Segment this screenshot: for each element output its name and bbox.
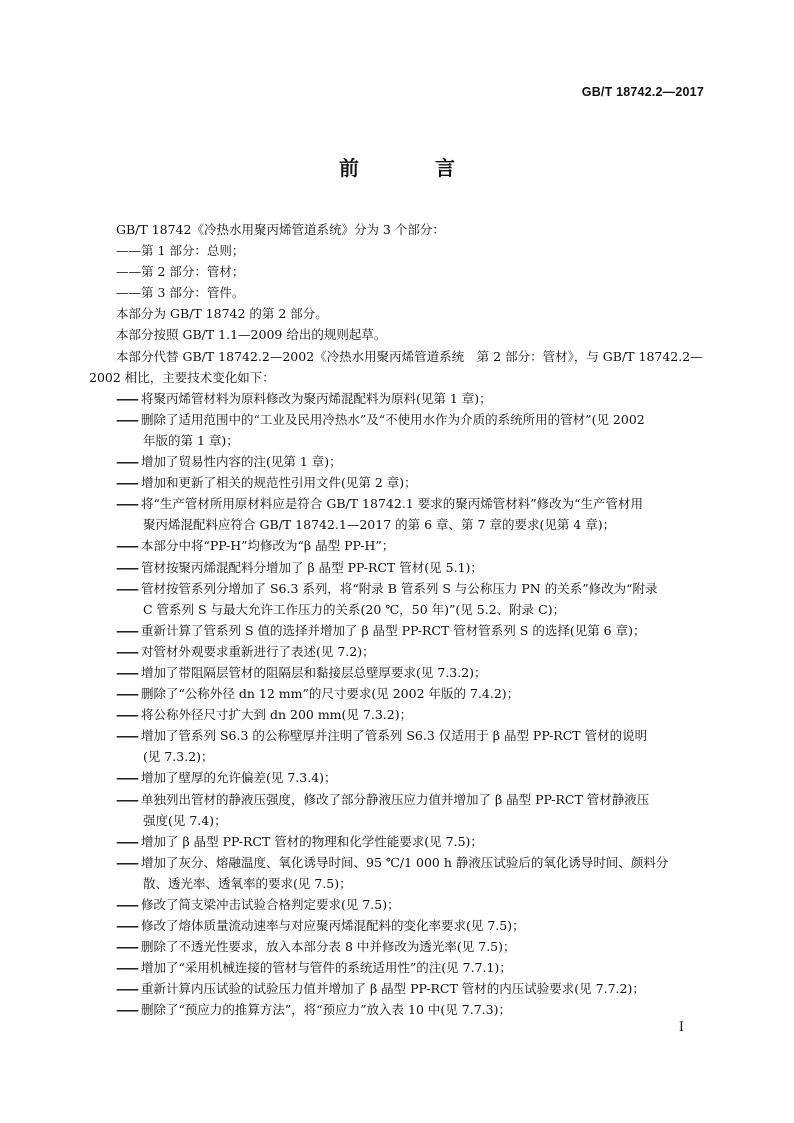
- list-item: [116, 831, 706, 852]
- list-item-continuation: 强度(见 7.4)；: [143, 812, 227, 828]
- paragraph: 本部分为 GB/T 18742 的第 2 部分。: [116, 306, 328, 322]
- paragraph: 2002 相比，主要技术变化如下：: [89, 369, 275, 385]
- list-item-text: 重新计算内压试验的试验压力值并增加了 β 晶型 PP-RCT 管材的内压试验要求(见 7.7.2)；: [141, 981, 645, 997]
- list-item-continuation: 年版的第 1 章)；: [143, 432, 239, 448]
- dash-marker: ——: [116, 897, 137, 912]
- list-item-text: 增加了“采用机械连接的管材与管件的系统适用性”的注(见 7.7.1)；: [141, 960, 512, 976]
- paragraph: ——第 2 部分：管材；: [116, 264, 245, 280]
- list-item-continuation: C 管系列 S 与最大允许工作压力的关系(20 ℃，50 年)”(见 5.2、附录 C)；: [143, 601, 566, 617]
- list-item: [116, 620, 706, 641]
- list-item-continuation: 散、透光率、透氧率的要求(见 7.5)；: [143, 875, 352, 891]
- list-item-text: 增加了带阻隔层管材的阻隔层和黏接层总壁厚要求(见 7.3.2)；: [141, 664, 487, 680]
- page-title: 前 言: [339, 156, 483, 180]
- dash-marker: ——: [116, 939, 137, 955]
- list-item: [116, 999, 706, 1020]
- dash-marker: ——: [116, 643, 137, 659]
- dash-marker: ——: [116, 390, 137, 406]
- dash-marker: ——: [116, 833, 137, 849]
- list-item: [116, 578, 706, 599]
- list-item: [116, 957, 706, 978]
- list-item-text: 将公称外径尺寸扩大到 dn 200 mm(见 7.3.2)；: [141, 707, 413, 723]
- dash-marker: ——: [116, 728, 137, 744]
- list-item-text: 增加了 β 晶型 PP-RCT 管材的物理和化学性能要求(见 7.5)；: [141, 833, 483, 849]
- list-item: [116, 493, 706, 514]
- list-item-text: 增加了灰分、熔融温度、氧化诱导时间、95 ℃/1 000 h 静液压试验后的氧化诱导时间、颜料分: [141, 854, 669, 870]
- dash-marker: ——: [116, 664, 137, 680]
- list-item-text: 删除了适用范围中的“工业及民用冷热水”及“不使用水作为介质的系统所用的管材”(见 2002: [141, 411, 645, 427]
- list-item-text: 将聚丙烯管材料为原料修改为聚丙烯混配料为原料(见第 1 章)；: [141, 390, 492, 406]
- list-item-text: 本部分中将“PP-H”均修改为“β 晶型 PP-H”；: [141, 538, 395, 554]
- list-item: [116, 725, 706, 746]
- list-item: [116, 978, 706, 999]
- dash-marker: ——: [116, 791, 137, 807]
- list-item: [116, 451, 706, 472]
- list-item-text: 管材按管系列分增加了 S6.3 系列，将“附录 B 管系列 S 与公称压力 PN 的关系”修改为“附录: [141, 580, 658, 596]
- list-item-text: 删除了“预应力的推算方法”，将“预应力”放入表 10 中(见 7.7.3)；: [141, 1002, 511, 1018]
- list-item-text: 单独列出管材的静液压强度，修改了部分静液压应力值并增加了 β 晶型 PP-RCT 管材静液压: [141, 791, 650, 807]
- list-item: [116, 409, 706, 430]
- list-item-text: 将“生产管材所用原材料应是符合 GB/T 18742.1 要求的聚丙烯管材料”修改为“生产管材用: [141, 496, 644, 512]
- paragraph: 本部分按照 GB/T 1.1—2009 给出的规则起草。: [116, 327, 387, 343]
- dash-marker: ——: [116, 981, 137, 997]
- list-item: [116, 662, 706, 683]
- list-item: [116, 789, 706, 810]
- document-body: [89, 219, 706, 1021]
- dash-marker: ——: [116, 622, 137, 638]
- page-number: I: [678, 1020, 684, 1035]
- list-item: [116, 388, 706, 409]
- list-item-text: 修改了简支梁冲击试验合格判定要求(见 7.5)；: [141, 897, 400, 912]
- list-item-text: 删除了“公称外径 dn 12 mm”的尺寸要求(见 2002 年版的 7.4.2)；: [141, 686, 520, 702]
- list-item-text: 增加了贸易性内容的注(见第 1 章)；: [141, 454, 342, 470]
- dash-marker: ——: [116, 454, 137, 470]
- list-item: [116, 641, 706, 662]
- list-item: [116, 852, 706, 873]
- dash-marker: ——: [116, 559, 137, 575]
- dash-marker: ——: [116, 1002, 137, 1018]
- dash-marker: ——: [116, 686, 137, 702]
- list-item: [116, 683, 706, 704]
- dash-marker: ——: [116, 411, 137, 427]
- changes-list: [116, 388, 706, 1021]
- paragraph: 本部分代替 GB/T 18742.2—2002《冷热水用聚丙烯管道系统 第 2 部分：管材》，与 GB/T 18742.2—: [116, 348, 703, 364]
- list-item-text: 删除了不透光性要求，放入本部分表 8 中并修改为透光率(见 7.5)；: [141, 939, 516, 955]
- standard-code: GB/T 18742.2—2017: [581, 85, 704, 99]
- list-item-continuation: 聚丙烯混配料应符合 GB/T 18742.1—2017 的第 6 章、第 7 章的要求(见第 4 章)；: [143, 517, 616, 533]
- dash-marker: ——: [116, 707, 137, 723]
- list-item: [116, 704, 706, 725]
- dash-marker: ——: [116, 496, 137, 512]
- dash-marker: ——: [116, 538, 137, 554]
- list-item: [116, 557, 706, 578]
- list-item-text: 增加和更新了相关的规范性引用文件(见第 2 章)；: [141, 475, 417, 491]
- dash-marker: ——: [116, 854, 137, 870]
- list-item-text: 增加了管系列 S6.3 的公称壁厚并注明了管系列 S6.3 仅适用于 β 晶型 PP-RCT 管材的说明: [141, 728, 648, 744]
- list-item: [116, 915, 706, 936]
- paragraph: GB/T 18742《冷热水用聚丙烯管道系统》分为 3 个部分：: [116, 222, 445, 237]
- dash-marker: ——: [116, 580, 137, 596]
- dash-marker: ——: [116, 918, 137, 934]
- dash-marker: ——: [116, 960, 137, 976]
- list-item-text: 管材按聚丙烯混配料分增加了 β 晶型 PP-RCT 管材(见 5.1)；: [141, 559, 483, 575]
- list-item-continuation: (见 7.3.2)；: [143, 749, 214, 765]
- list-item: [116, 535, 706, 556]
- list-item-text: 增加了壁厚的允许偏差(见 7.3.4)；: [141, 770, 337, 786]
- list-item-text: 修改了熔体质量流动速率与对应聚丙烯混配料的变化率要求(见 7.5)；: [141, 918, 525, 934]
- dash-marker: ——: [116, 770, 137, 786]
- dash-marker: ——: [116, 475, 137, 491]
- paragraph: ——第 3 部分：管件。: [116, 285, 245, 301]
- list-item: [116, 767, 706, 788]
- list-item-text: 重新计算了管系列 S 值的选择并增加了 β 晶型 PP-RCT 管材管系列 S 的选择(见第 6 章)；: [141, 622, 646, 638]
- list-item: [116, 936, 706, 957]
- list-item-text: 对管材外观要求重新进行了表述(见 7.2)；: [141, 643, 375, 659]
- paragraph: ——第 1 部分：总则；: [116, 243, 245, 259]
- list-item: [116, 472, 706, 493]
- list-item: [116, 894, 706, 915]
